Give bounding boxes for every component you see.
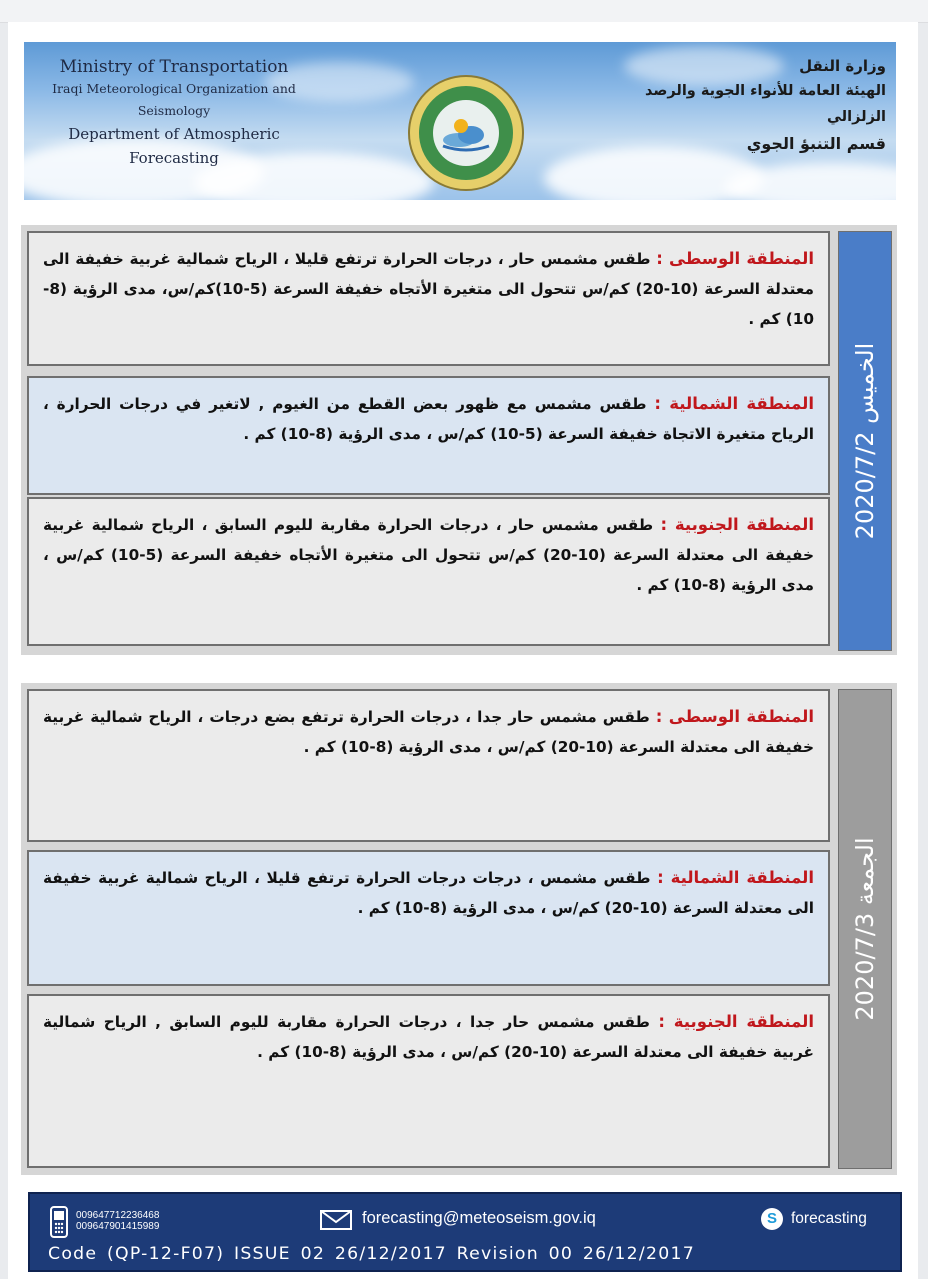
header-english-text [24,56,324,170]
phone-numbers [76,1210,159,1232]
skype-icon: S [761,1208,783,1230]
header-banner [24,42,896,200]
day1-southern-region [27,497,830,646]
region-forecast-text: طقس مشمس حار ، درجات الحرارة مقاربة لليوم السابق ، الرياح شمالية غربية خفيفة الى معتدلة السرعة (10-20) كم/س تتحول الى متغيرة الأتجاه خفيفة السرعة (5-10) كم/س ، مدى الرؤية (8-10) كم . [43,516,814,594]
region-name: المنطقة الوسطى : [656,249,814,268]
day1-date-label: الخميس 2020/7/2 [851,342,879,540]
day2-section [21,683,897,1175]
day2-southern-region [27,994,830,1168]
header-arabic-text [626,54,886,158]
forecast-page [8,22,918,1279]
day2-northern-region [27,850,830,986]
email-address[interactable]: forecasting@meteoseism.gov.iq [362,1209,596,1227]
phone-icon [48,1206,70,1238]
region-forecast-text: طقس مشمس مع ظهور بعض القطع من الغيوم , لاتغير في درجات الحرارة ، الرياح متغيرة الاتجاة خفيفة السرعة (5-10) كم/س ، مدى الرؤية (8-10) كم . [43,395,814,443]
day1-northern-region [27,376,830,495]
ministry-name: Ministry of Transportation [59,57,289,77]
day2-date-label: الجمعة 2020/7/3 [851,837,879,1021]
day2-central-region [27,689,830,842]
ministry-name-arabic: وزارة النقل [799,57,886,75]
region-name: المنطقة الشمالية : [657,868,814,887]
skype-handle[interactable]: forecasting [791,1210,867,1227]
organization-name: Iraqi Meteorological Organization and Seismology [52,81,296,118]
region-name: المنطقة الشمالية : [654,394,814,413]
contact-footer [28,1192,902,1272]
region-name: المنطقة الوسطى : [655,707,814,726]
mail-icon [320,1210,352,1230]
region-forecast-text: طقس مشمس ، درجات درجات الحرارة ترتفع قليلا ، الرياح شمالية غربية خفيفة الى معتدلة السرعة (10-20) كم/س ، مدى الرؤية (8-10) كم . [43,869,814,917]
day1-section [21,225,897,655]
region-forecast-text: طقس مشمس حار جدا ، درجات الحرارة مقاربة لليوم السابق , الرياح شمالية غربية خفيفة الى معتدلة السرعة (10-20) كم/س ، مدى الرؤية (8-10) كم . [43,1013,814,1061]
region-name: المنطقة الجنوبية : [658,1012,814,1031]
phone-number: 009647901415989 [76,1221,160,1232]
organization-name-arabic: الهيئة العامة للأنواء الجوية والرصد الزلزالي [644,83,886,125]
viewer-top-bar [0,0,928,23]
region-forecast-text: طقس مشمس حار جدا ، درجات الحرارة ترتفع بضع درجات ، الرياح شمالية غربية خفيفة الى معتدلة السرعة (10-20) كم/س ، مدى الرؤية (8-10) كم . [43,708,814,756]
day1-central-region [27,231,830,366]
region-name: المنطقة الجنوبية : [660,515,814,534]
document-code-line: Code (QP-12-F07) ISSUE 02 26/12/2017 Revision 00 26/12/2017 [48,1244,695,1264]
department-name-arabic: قسم التنبؤ الجوي [746,134,886,153]
day1-date-bar [838,231,892,651]
day2-date-bar [838,689,892,1169]
organization-seal-logo [407,74,525,192]
department-name: Department of Atmospheric Forecasting [68,125,280,167]
phone-number: 009647712236468 [76,1210,160,1221]
region-forecast-text: طقس مشمس حار ، درجات الحرارة ترتفع قليلا ، الرياح شمالية غربية خفيفة الى معتدلة السرعة (10-20) كم/س تتحول الى متغيرة الأتجاه خفيفة السرعة (5-10)كم/س، مدى الرؤية (8-10) كم . [43,250,814,328]
